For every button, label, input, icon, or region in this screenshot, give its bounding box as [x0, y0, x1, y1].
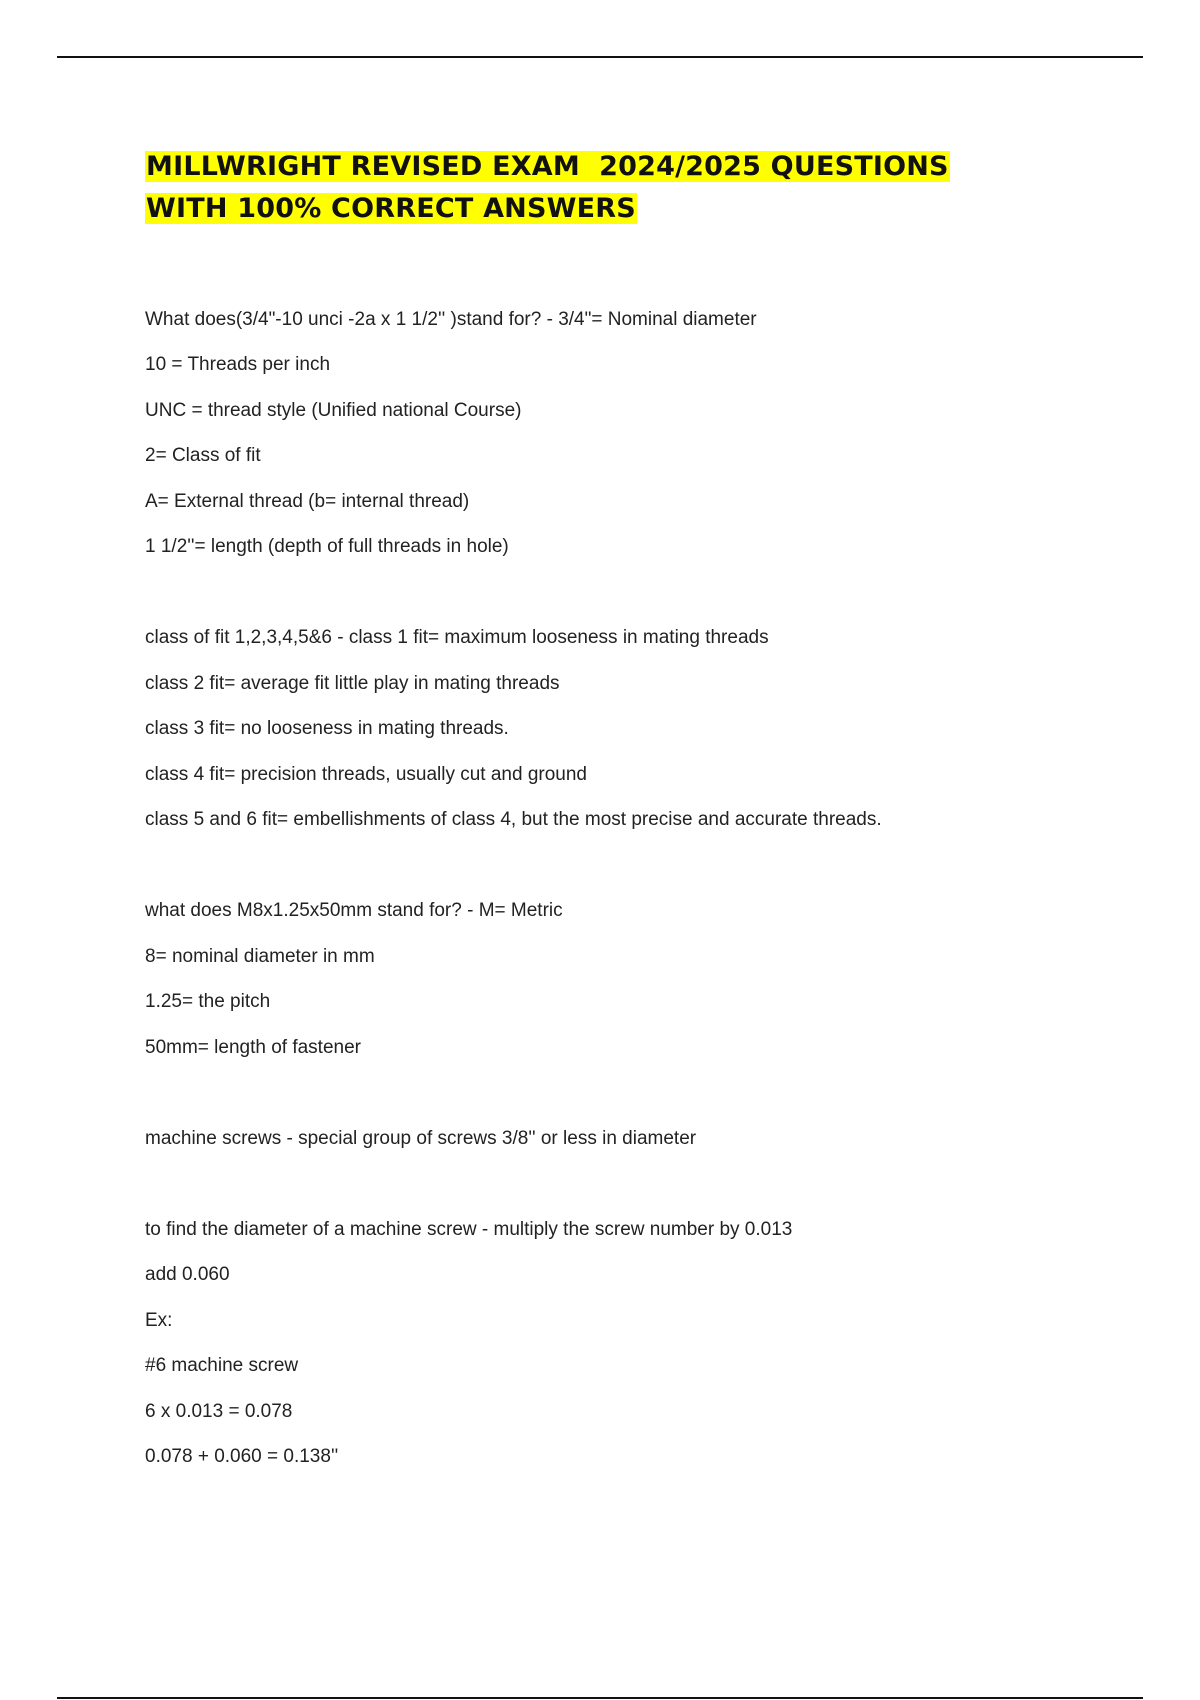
question-class-of-fit: class of fit 1,2,3,4,5&6 - class 1 fit= maximum looseness in mating threads [145, 627, 769, 648]
answer-line: 50mm= length of fastener [145, 1037, 361, 1058]
answer-line: 1 1/2''= length (depth of full threads in hole) [145, 536, 509, 557]
answer-line: class 4 fit= precision threads, usually cut and ground [145, 764, 588, 785]
answer-line: 8= nominal diameter in mm [145, 946, 375, 967]
answer-line: UNC = thread style (Unified national Course) [145, 400, 522, 421]
answer-line: #6 machine screw [145, 1355, 299, 1376]
answer-line: 6 x 0.013 = 0.078 [145, 1401, 293, 1422]
bottom-rule [57, 1697, 1143, 1699]
answer-line: Ex: [145, 1310, 173, 1331]
answer-line: 1.25= the pitch [145, 991, 271, 1012]
question-metric-designation: what does M8x1.25x50mm stand for? - M= Metric [145, 900, 563, 921]
answer-line: class 2 fit= average fit little play in mating threads [145, 673, 560, 694]
question-machine-screw-diameter: to find the diameter of a machine screw - multiply the screw number by 0.013 [145, 1219, 793, 1240]
answer-line: 10 = Threads per inch [145, 354, 331, 375]
answer-line: class 5 and 6 fit= embellishments of class 4, but the most precise and accurate threads. [145, 809, 882, 830]
answer-line: 2= Class of fit [145, 445, 261, 466]
document-title [145, 146, 1105, 230]
top-rule [57, 56, 1143, 58]
answer-line: 0.078 + 0.060 = 0.138'' [145, 1446, 339, 1467]
answer-line: class 3 fit= no looseness in mating threads. [145, 718, 509, 739]
answer-line: add 0.060 [145, 1264, 230, 1285]
title-line-1: MILLWRIGHT REVISED EXAM 2024/2025 QUESTIONS [146, 151, 949, 182]
title-line-2: WITH 100% CORRECT ANSWERS [146, 193, 636, 224]
question-thread-designation: What does(3/4"-10 unci -2a x 1 1/2'' )stand for? - 3/4"= Nominal diameter [145, 309, 757, 330]
answer-line: A= External thread (b= internal thread) [145, 491, 470, 512]
question-machine-screws: machine screws - special group of screws 3/8'' or less in diameter [145, 1128, 697, 1149]
